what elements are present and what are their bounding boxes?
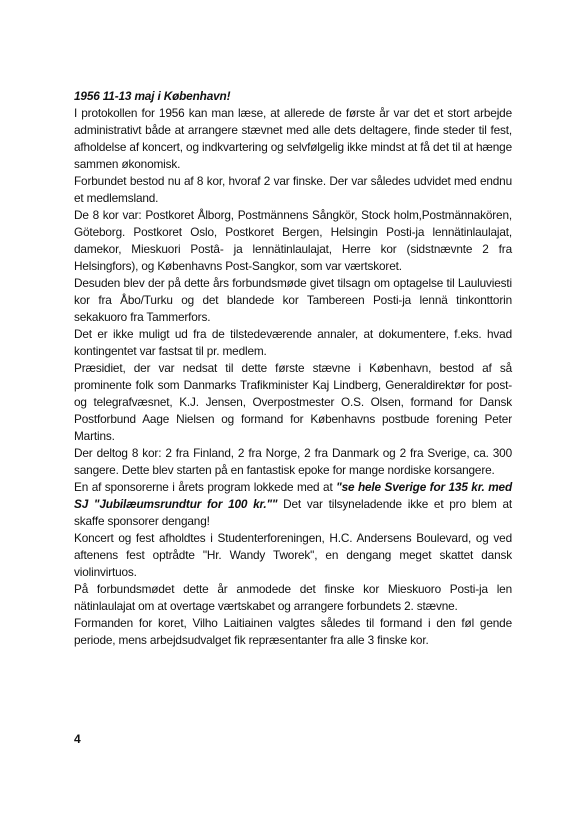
section-heading: 1956 11-13 maj i København!	[74, 89, 231, 103]
paragraph-participants: Der deltog 8 kor: 2 fra Finland, 2 fra Norge, 2 fra Danmark og 2 fra Sverige, ca. 300 sangere. Dette blev starten på en fantastisk epoke for mange nordiske korsangere.	[74, 446, 512, 477]
sponsor-text-after: Det var tilsyneladende ikke et pro blem at skaffe sponsorer dengang!	[74, 497, 512, 528]
paragraph-chairman: Formanden for koret, Vilho Laitiainen valgtes således til formand i den føl gende periode, mens arbejdsudvalget fik repræsentanter fra alle 3 finske kor.	[74, 616, 512, 647]
paragraph-sponsors	[74, 479, 512, 530]
paragraph-meeting: På forbundsmødet dette år anmodede det finske kor Mieskuoro Posti-ja len nätinlaulajat om at overtage værtskabet og arrangere forbundets 2. stævne.	[74, 582, 512, 613]
paragraph-protocol: I protokollen for 1956 kan man læse, at allerede de første år var det et stort arbejde administrativt både at arrangere stævnet med alle dets deltagere, finde steder til fest, afholdelse af koncert, og indkvartering og selvfølgelig ikke mindst at få det til at hænge sammen økonomisk.	[74, 106, 512, 171]
paragraph-admission: Desuden blev der på dette års forbundsmøde givet tilsagn om optagelse til Lauluviesti kor fra Åbo/Turku og det blandede kor Tambereen Posti-ja lennä tinkonttorin sekakuoro fra Tammerfors.	[74, 276, 512, 324]
paragraph-annals: Det er ikke muligt ud fra de tilstedeværende annaler, at dokumentere, f.eks. hvad kontingentet var fastsat til pr. medlem.	[74, 327, 512, 358]
paragraph-presidium: Præsidiet, der var nedsat til dette første stævne i København, bestod af så prominente folk som Danmarks Trafikminister Kaj Lindberg, Generaldirektør for post- og telegrafvæsnet, K.J. Jensen, Overpostmester O.S. Olsen, formand for Dansk Postforbund Aage Nielsen og formand for Københavns postbude forening Peter Martins.	[74, 361, 512, 443]
sponsor-quote: "se hele Sverige for 135 kr. med SJ "Jubilæumsrundtur for 100 kr.""	[74, 480, 513, 511]
paragraph-choirs: De 8 kor var: Postkoret Ålborg, Postmännens Sångkör, Stock holm,Postmännakören, Göteborg. Postkoret Oslo, Postkoret Bergen, Helsingin Posti-ja lennätinlaulajat, damekor, Mieskuori Postâ- ja lennätinlaulajat, Herre kor (sidstnævnte 2 fra Helsingfors), og Københavns Post-Sangkor, som var værtskoret.	[74, 208, 512, 273]
paragraph-federation: Forbundet bestod nu af 8 kor, hvoraf 2 var finske. Der var således udvidet med endnu et medlemsland.	[74, 174, 512, 205]
page-number: 4	[74, 732, 81, 746]
paragraph-concert: Koncert og fest afholdtes i Studenterforeningen, H.C. Andersens Boulevard, og ved aftenens fest optrådte "Hr. Wandy Tworek", en dengang meget skattet dansk violinvirtuos.	[74, 531, 512, 579]
document-body	[74, 88, 512, 649]
sponsor-text-before: En af sponsorerne i årets program lokkede med at	[74, 480, 337, 494]
